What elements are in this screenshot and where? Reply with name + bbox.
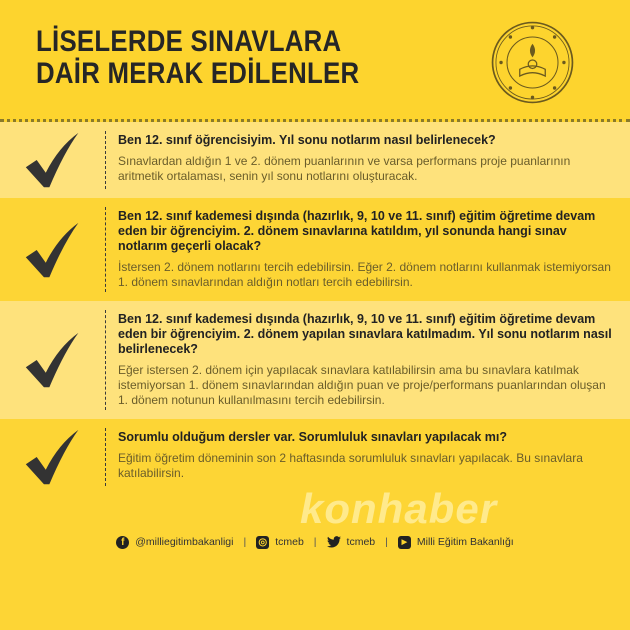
dashed-divider: [105, 131, 630, 189]
faq-item: [0, 122, 630, 198]
twitter-icon: [327, 536, 341, 548]
question-text: Ben 12. sınıf kademesi dışında (hazırlık, 9, 10 ve 11. sınıf) eğitim öğretime devam eden bir öğrenciyim. 2. dönem sınavlarına katıldım, yıl sonunda hangi sınav notlarım geçerli olacak?: [118, 209, 596, 253]
question-text: Ben 12. sınıf öğrencisiyim. Yıl sonu notlarım nasıl belirlenecek?: [118, 133, 496, 147]
question-text: Ben 12. sınıf kademesi dışında (hazırlık, 9, 10 ve 11. sınıf) eğitim öğretime devam eden bir öğrenciyim. 2. dönem yapılan sınavlara katılmadım. Yıl sonu notlarım nasıl belirlenecek?: [118, 312, 612, 356]
dashed-divider: [105, 310, 630, 410]
ministry-seal-logo: [490, 20, 575, 105]
faq-item: [0, 419, 630, 558]
checkmark-icon: [24, 331, 82, 389]
dashed-divider: [105, 428, 630, 486]
separator: |: [385, 536, 388, 548]
facebook-handle[interactable]: @milliegitimbakanligi: [135, 536, 234, 548]
separator: |: [243, 536, 247, 548]
twitter-handle[interactable]: tcmeb: [346, 536, 376, 548]
page-title: LİSELERDE SINAVLARA DAİR MERAK EDİLENLER: [36, 25, 360, 90]
social-footer: [0, 532, 630, 552]
facebook-icon: f: [116, 536, 129, 549]
answer-text: Eğitim öğretim döneminin son 2 haftasında sorumluluk sınavları yapılacak. Bu sınavlara katılabilirsin.: [118, 451, 583, 480]
watermark: konhaber: [300, 485, 498, 532]
faq-item: [0, 198, 630, 301]
answer-text: İstersen 2. dönem notlarını tercih edebilirsin. Eğer 2. dönem notlarını kullanmak istemiyorsan 1. dönem sınavlarından aldığın notları tercih edebilirsin.: [118, 260, 611, 289]
youtube-icon: ▶: [398, 536, 411, 549]
checkmark-icon: [24, 131, 82, 189]
answer-text: Sınavlardan aldığın 1 ve 2. dönem puanlarının ve varsa performans proje puanlarının aritmetik ortalaması, senin yıl sonu notlarını oluşturacak.: [118, 154, 571, 183]
header: [0, 0, 630, 119]
checkmark-icon: [24, 221, 82, 279]
question-text: Sorumlu olduğum dersler var. Sorumluluk sınavları yapılacak mı?: [118, 430, 508, 444]
answer-text: Eğer istersen 2. dönem için yapılacak sınavlara katılabilirsin ama bu sınavlara katılmak istemiyorsan 1. dönem sınavlarından aldığın puan ve proje/performans puanlarından oluşan 1. dönem notunun kullanılmasını tercih edebilirsin.: [118, 363, 606, 407]
instagram-icon: ◎: [256, 536, 269, 549]
dashed-divider: [105, 207, 630, 292]
instagram-handle[interactable]: tcmeb: [275, 536, 304, 548]
youtube-channel[interactable]: Milli Eğitim Bakanlığı: [416, 536, 514, 548]
separator: |: [313, 536, 317, 548]
checkmark-icon: [24, 428, 82, 486]
faq-item: [0, 301, 630, 419]
